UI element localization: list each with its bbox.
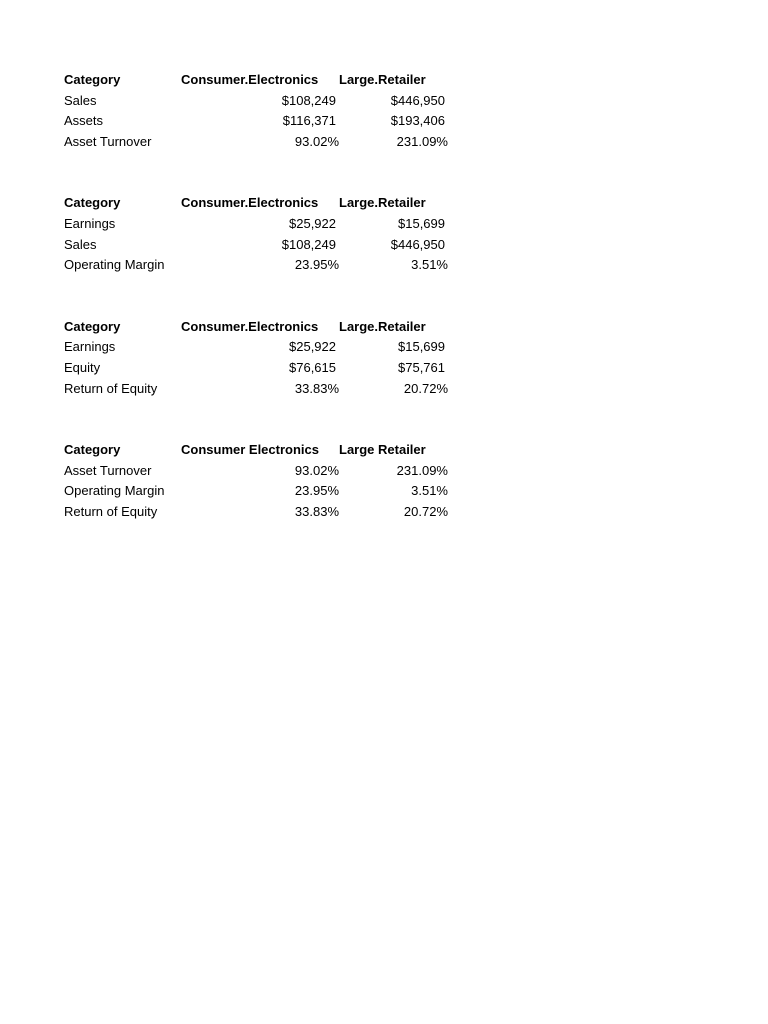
table-header-row [64, 317, 464, 338]
header-consumer-electronics[interactable]: Consumer.Electronics [181, 72, 319, 87]
table-row [64, 235, 464, 256]
row-label[interactable]: Operating Margin [64, 483, 165, 499]
table-row [64, 91, 464, 112]
large-retailer-value[interactable]: $15,699 [398, 339, 445, 355]
row-label[interactable]: Earnings [64, 339, 116, 355]
header-large-retailer[interactable]: Large.Retailer [339, 318, 426, 334]
consumer-electronics-value[interactable]: 33.83% [294, 503, 339, 519]
row-label[interactable]: Sales [64, 236, 97, 252]
large-retailer-value[interactable]: 231.09% [396, 133, 448, 149]
header-category[interactable]: Category [64, 195, 121, 211]
consumer-electronics-value[interactable]: 93.02% [294, 133, 339, 149]
table-row [64, 214, 464, 235]
row-label[interactable]: Asset Turnover [64, 133, 152, 149]
header-consumer-electronics[interactable]: Consumer Electronics [181, 442, 319, 458]
header-consumer-electronics[interactable]: Consumer.Electronics [181, 195, 319, 211]
row-label[interactable]: Return of Equity [64, 380, 158, 396]
consumer-electronics-value[interactable]: $25,922 [289, 215, 336, 231]
header-category[interactable]: Category [64, 442, 121, 458]
consumer-electronics-value[interactable]: 93.02% [294, 462, 339, 478]
table-row [64, 379, 464, 400]
consumer-electronics-value[interactable]: $25,922 [289, 339, 336, 355]
large-retailer-value[interactable]: $75,761 [398, 359, 445, 375]
row-label[interactable]: Operating Margin [64, 257, 165, 273]
table-asset-turnover [64, 70, 464, 152]
large-retailer-value[interactable]: 20.72% [403, 380, 448, 396]
row-label[interactable]: Sales [64, 92, 97, 108]
header-large-retailer[interactable]: Large.Retailer [339, 72, 426, 87]
large-retailer-value[interactable]: 3.51% [411, 483, 448, 499]
row-label[interactable]: Asset Turnover [64, 462, 152, 478]
consumer-electronics-value[interactable]: $116,371 [282, 113, 336, 129]
table-header-row [64, 193, 464, 214]
large-retailer-value[interactable]: $446,950 [390, 236, 445, 252]
large-retailer-value[interactable]: 20.72% [403, 503, 448, 519]
table-return-of-equity [64, 317, 464, 399]
table-summary-ratios [64, 440, 464, 522]
table-row [64, 255, 464, 276]
row-label[interactable]: Equity [64, 359, 101, 375]
header-large-retailer[interactable]: Large.Retailer [339, 195, 426, 211]
table-row [64, 132, 464, 153]
consumer-electronics-value[interactable]: $108,249 [281, 92, 336, 108]
row-label[interactable]: Earnings [64, 215, 116, 231]
large-retailer-value[interactable]: $446,950 [390, 92, 445, 108]
header-category[interactable]: Category [64, 72, 121, 87]
table-row [64, 111, 464, 132]
large-retailer-value[interactable]: 3.51% [411, 257, 448, 273]
table-operating-margin [64, 193, 464, 275]
table-row [64, 481, 464, 502]
table-row [64, 337, 464, 358]
table-header-row [64, 70, 464, 91]
spreadsheet [64, 70, 464, 564]
table-row [64, 461, 464, 482]
header-category[interactable]: Category [64, 318, 121, 334]
consumer-electronics-value[interactable]: $76,615 [289, 359, 336, 375]
header-large-retailer[interactable]: Large Retailer [339, 442, 426, 458]
large-retailer-value[interactable]: 231.09% [396, 462, 448, 478]
large-retailer-value[interactable]: $193,406 [390, 113, 445, 129]
table-row [64, 358, 464, 379]
header-consumer-electronics[interactable]: Consumer.Electronics [181, 318, 319, 334]
row-label[interactable]: Assets [64, 113, 104, 129]
consumer-electronics-value[interactable]: $108,249 [281, 236, 336, 252]
table-row [64, 502, 464, 523]
consumer-electronics-value[interactable]: 23.95% [294, 257, 339, 273]
consumer-electronics-value[interactable]: 23.95% [294, 483, 339, 499]
large-retailer-value[interactable]: $15,699 [398, 215, 445, 231]
table-header-row [64, 440, 464, 461]
consumer-electronics-value[interactable]: 33.83% [294, 380, 339, 396]
row-label[interactable]: Return of Equity [64, 503, 158, 519]
